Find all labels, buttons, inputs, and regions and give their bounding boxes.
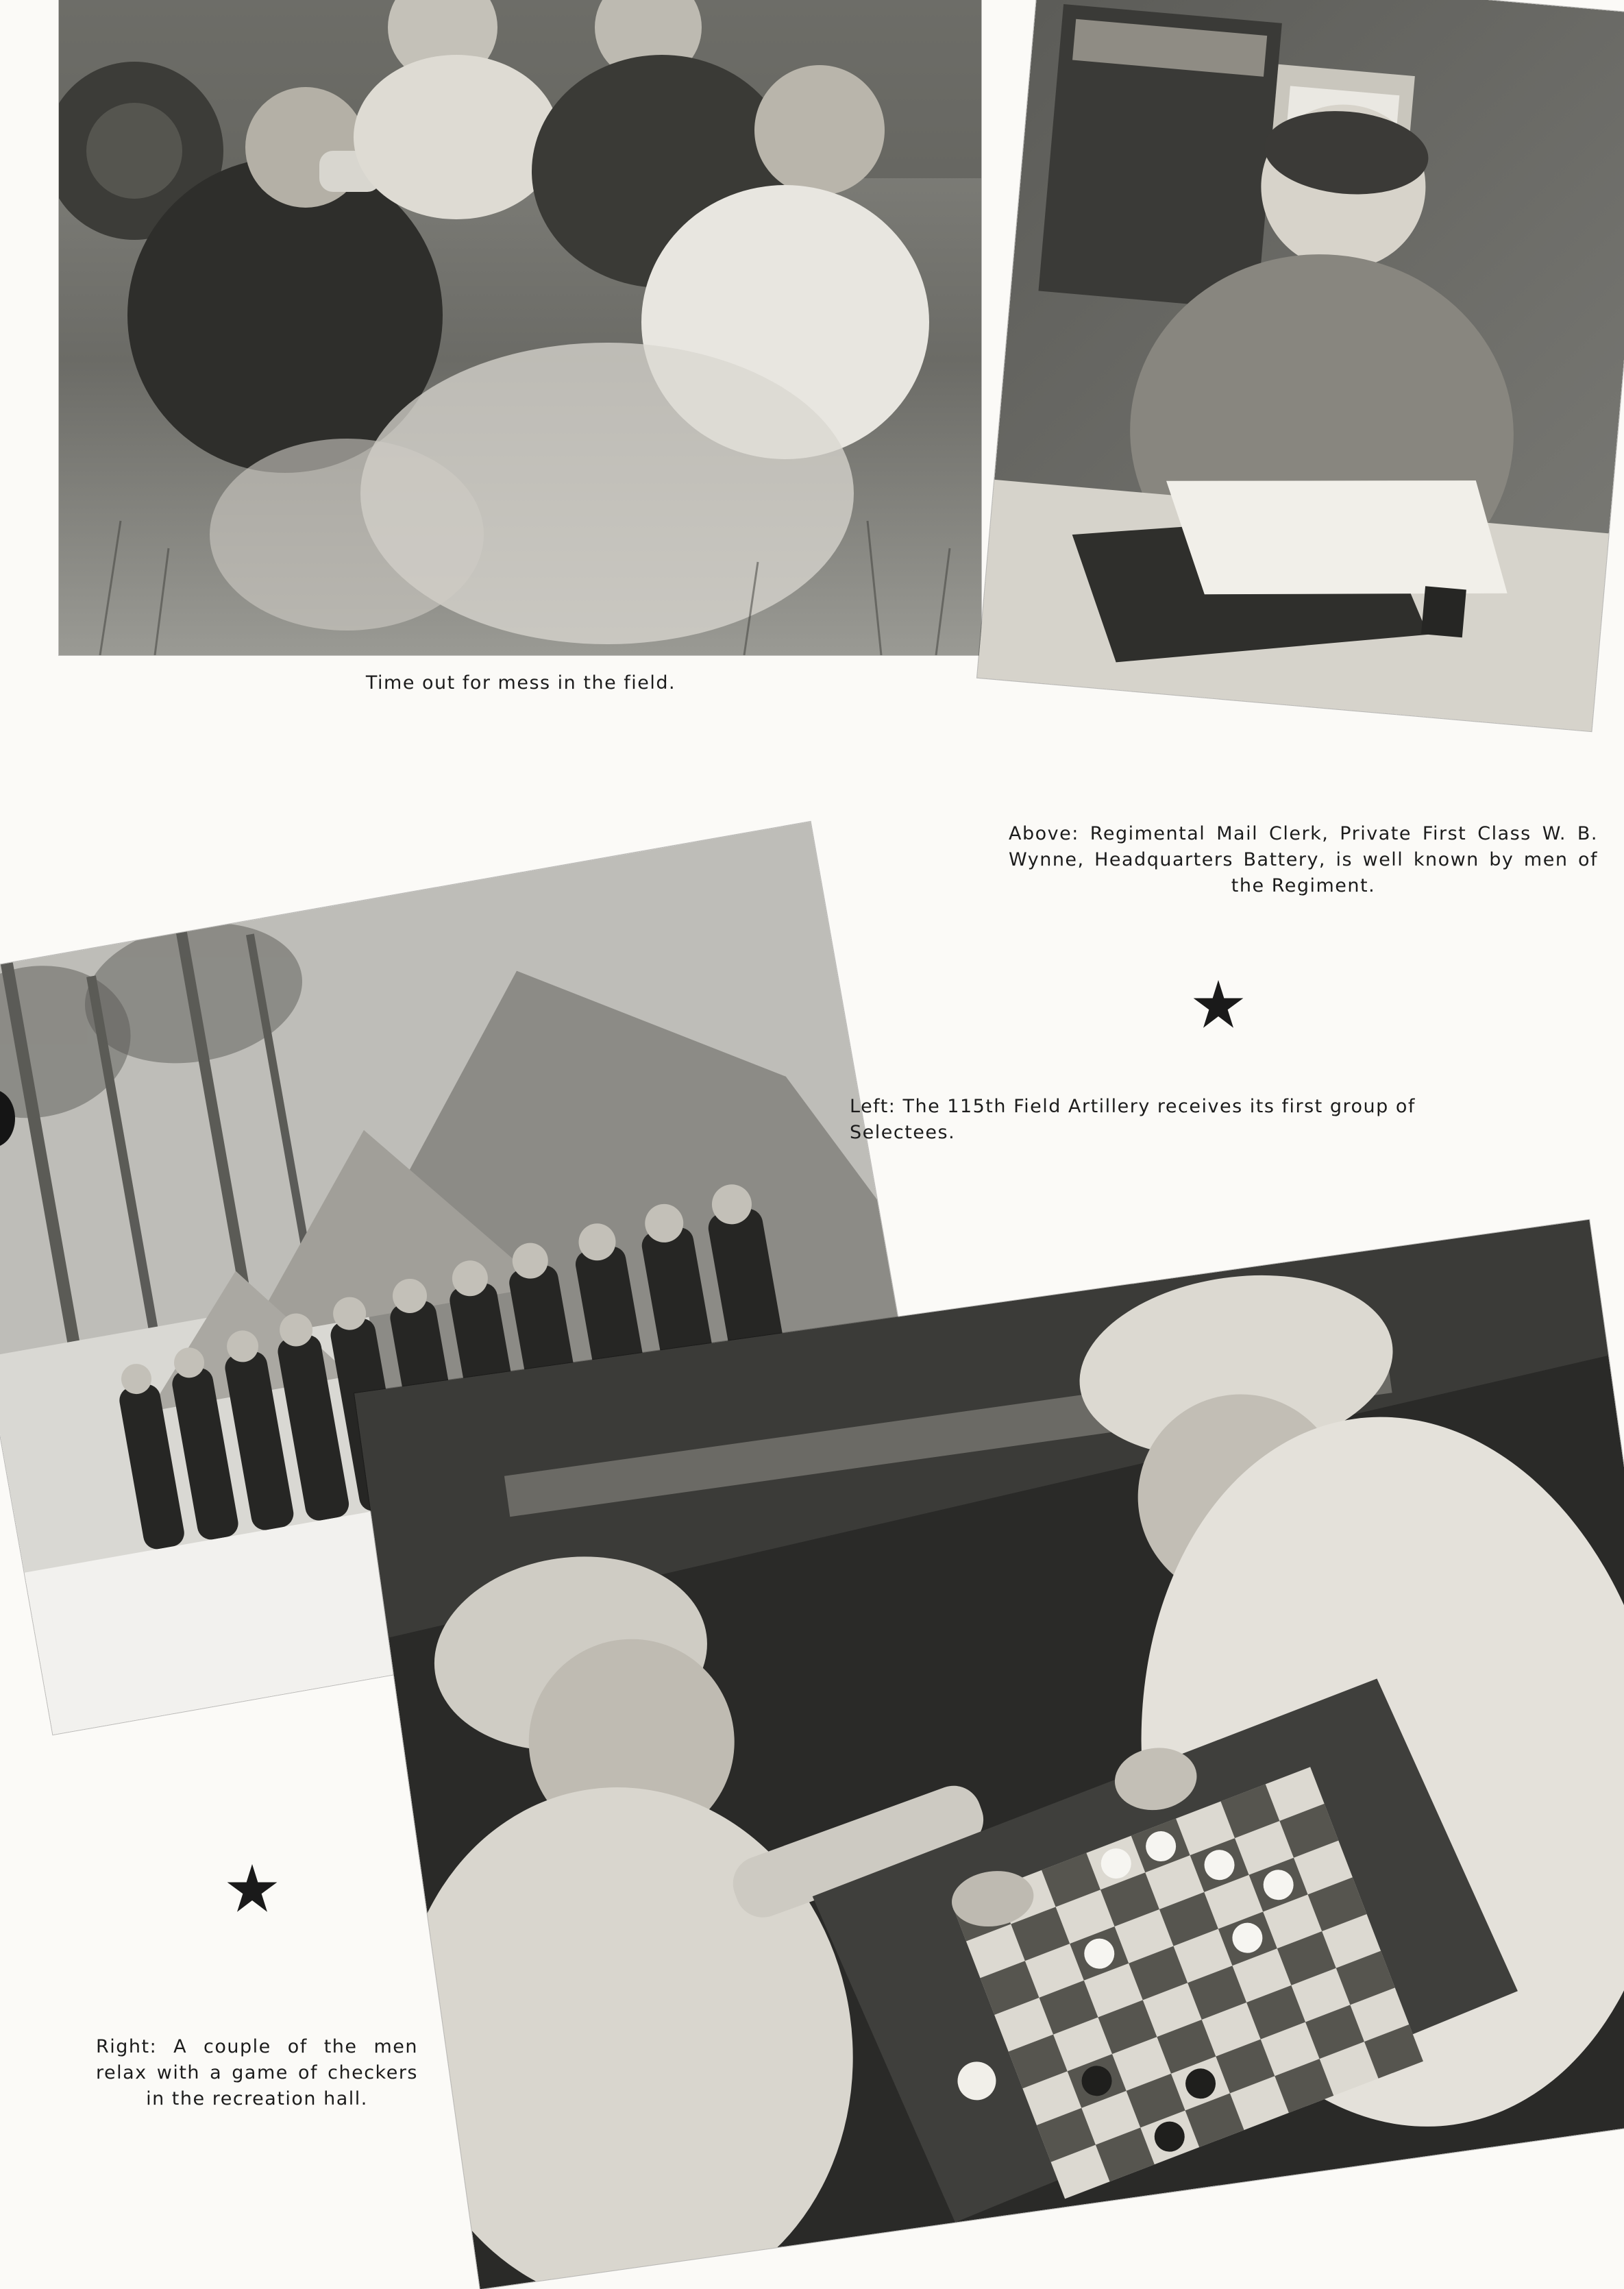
mail-clerk-caption: Above: Regimental Mail Clerk, Private First Class W. B. Wynne, Headquarters Battery, is well known by men of the Regiment. <box>1009 823 1598 896</box>
mess-caption: Time out for mess in the field. <box>365 672 676 694</box>
star-icon <box>226 1864 278 1913</box>
star-icon <box>1192 980 1244 1029</box>
mess-photo <box>59 0 981 655</box>
mail-clerk-photo <box>977 0 1624 731</box>
checkers-caption: Right: A couple of the men relax with a game of checkers in the recreation hall. <box>96 2036 418 2109</box>
selectees-caption: Left: The 115th Field Artillery receives its first group of Selectees. <box>850 1096 1416 1143</box>
checkers-photo <box>354 1220 1624 2289</box>
